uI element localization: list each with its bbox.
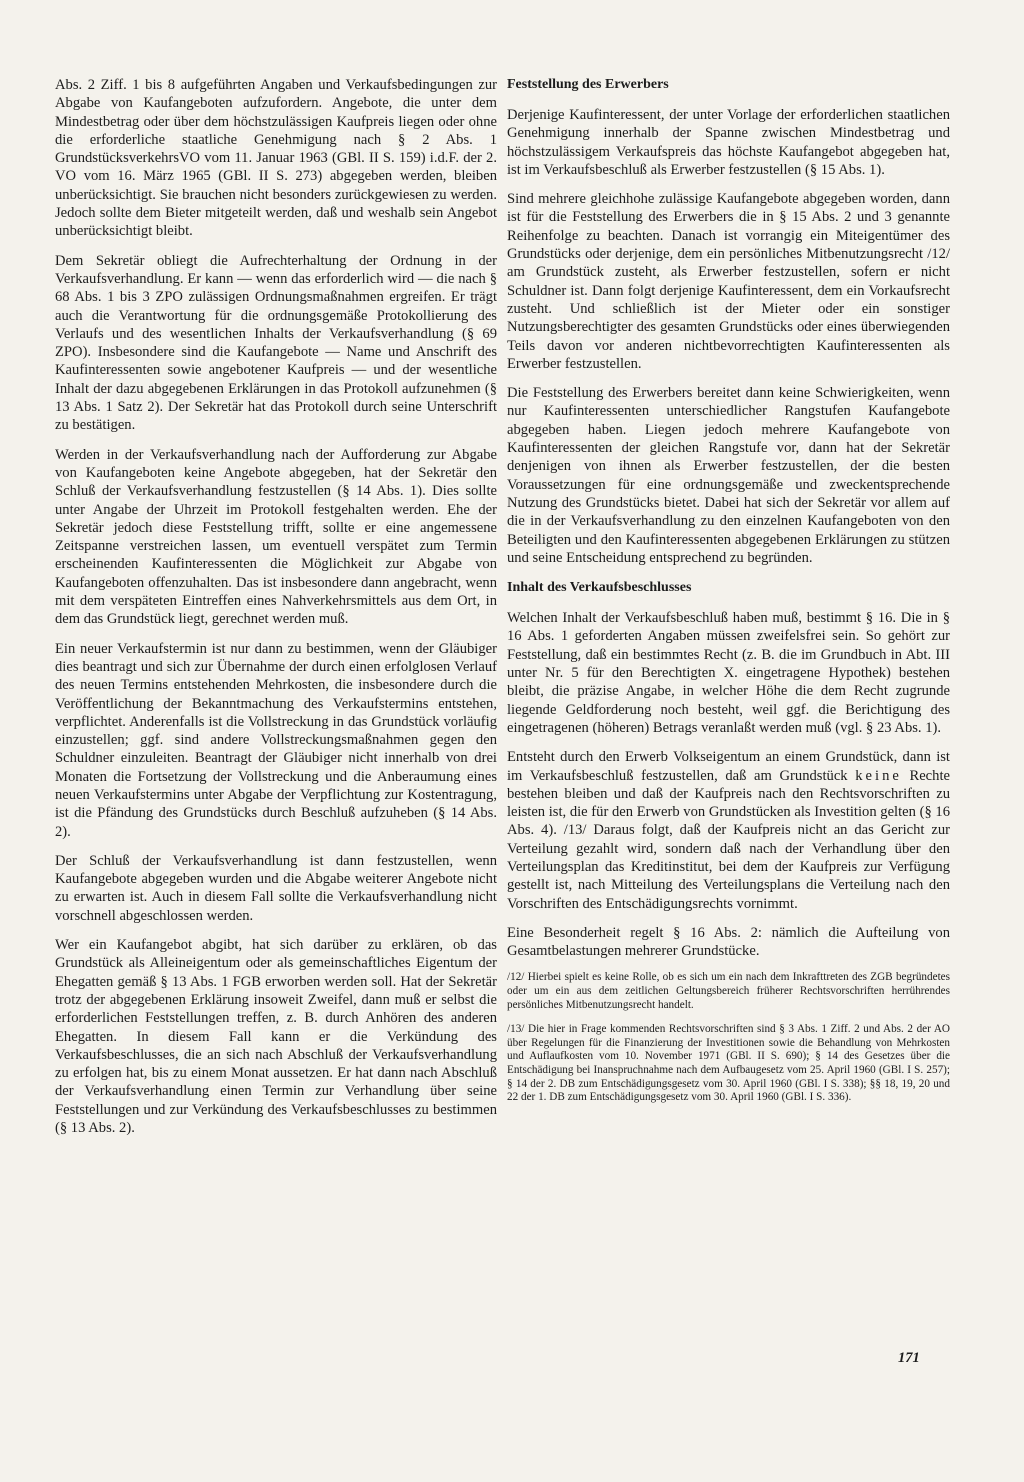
paragraph: Wer ein Kaufangebot abgibt, hat sich darüber zu erklären, ob das Grundstück als Alleineigentum oder als gemeinschaftliches Eigentum der Ehegatten gemäß § 13 Abs. 1 FGB erworben werden soll. Hat der Sekretär trotz der abgegebenen Erklärung insoweit Zweifel, dann muß er selbst die erforderlichen Feststellungen treffen, z. B. durch Anhören des anderen Ehegatten. In diesem Fall kann er die Verkündung des Verkaufsbeschlusses, die an sich nach Abschluß der Verkaufsverhandlung zu erfolgen hat, bis zu einem Monat aussetzen. Er hat dann nach Abschluß der Verkaufsverhandlung einen Termin zur Verhandlung über seine Feststellungen und zur Verkündung des Verkaufsbeschlusses zu bestimmen (§ 13 Abs. 2). (55, 937, 497, 1137)
page-number: 171 (898, 1350, 920, 1366)
paragraph: Werden in der Verkaufsverhandlung nach der Aufforderung zur Abgabe von Kaufangeboten keine Angebote abgegeben, hat der Sekretär den Schluß der Verkaufsverhandlung festzustellen (§ 14 Abs. 1). Dies sollte unter Angabe der Uhrzeit im Protokoll festgehalten werden. Ehe der Sekretär jedoch diese Feststellung trifft, sollte er eine angemessene Zeitspanne verstreichen lassen, um eventuell verspätet zum Termin erscheinenden Kaufinteressenten die Möglichkeit zur Abgabe von Kaufangeboten offenzuhalten. Das ist insbesondere dann angebracht, wenn mit dem verspäteten Eintreffen eines Nahverkehrsmittels aus dem Ort, in dem das Grundstück liegt, gerechnet werden muß. (55, 446, 497, 628)
paragraph: Die Feststellung des Erwerbers bereitet dann keine Schwierigkeiten, wenn nur Kaufinteressenten unterschiedlicher Rangstufen Kaufangebote abgegeben haben. Liegen jedoch mehrere Kaufangebote von Kaufinteressenten der gleichen Rangstufe vor, dann hat der Sekretär denjenigen von ihnen als Erwerber festzustellen, der die besten Voraussetzungen für eine ordnungsgemäße und zweckentsprechende Nutzung des Grundstücks bietet. Dabei hat sich der Sekretär vor allem auf die in der Verkaufsverhandlung zu den einzelnen Kaufangeboten von den Beteiligten und den Kaufinteressenten abgegebenen Erklärungen zu stützen und seine Entscheidung entsprechend zu begründen. (507, 385, 950, 566)
paragraph: Der Schluß der Verkaufsverhandlung ist dann festzustellen, wenn Kaufangebote abgegeben wurden und die Abgabe weiterer Angebote nicht zu erwarten ist. Auch in diesem Fall sollte die Verkaufsverhandlung nicht vorschnell abgeschlossen werden. (55, 852, 497, 924)
paragraph: Abs. 2 Ziff. 1 bis 8 aufgeführten Angaben und Verkaufsbedingungen zur Abgabe von Kaufangeboten aufzufordern. Angebote, die unter dem Mindestbetrag oder über dem höchstzulässigen Kaufpreis liegen oder ohne die erforderliche staatliche Genehmigung nach § 2 Abs. 1 GrundstücksverkehrsVO vom 11. Januar 1963 (GBl. II S. 159) i.d.F. der 2. VO vom 16. März 1965 (GBl. II S. 273) abgegeben werden, bleiben unberücksichtigt. Sie brauchen nicht besonders zurückgewiesen zu werden. Jedoch sollte dem Bieter mitgeteilt werden, daß und weshalb sein Angebot unberücksichtigt bleibt. (55, 77, 497, 240)
paragraph: Sind mehrere gleichhohe zulässige Kaufangebote abgegeben worden, dann ist für die Feststellung des Erwerbers die in § 15 Abs. 2 und 3 genannte Reihenfolge zu beachten. Danach ist vorrangig ein Miteigentümer des Grundstücks oder derjenige, dem ein persönliches Mitbenutzungsrecht /12/ am Grundstück zusteht, als Erwerber festzustellen, sofern er nicht Schuldner ist. Dann folgt derjenige Kaufinteressent, dem ein Vorkaufsrecht zusteht. Und schließlich ist der Mieter oder ein sonstiger Nutzungsberechtigter des gesamten Grundstücks oder eines überwiegenden Teils davon vor anderen nichtbevorrechtigten Kaufinteressenten als Erwerber festzustellen. (507, 191, 950, 372)
paragraph: Ein neuer Verkaufstermin ist nur dann zu bestimmen, wenn der Gläubiger dies beantragt und sich zur Übernahme der durch einen erfolglosen Verlauf des neuen Termins entstehenden Mehrkosten, die insbesondere durch die Veröffentlichung der Bekanntmachung des Verkaufstermins entstehen, verpflichtet. Anderenfalls ist die Vollstreckung in das Grundstück vorläufig einzustellen; ggf. sind andere Vollstreckungsmaßnahmen gegen den Schuldner einzuleiten. Beantragt der Gläubiger nicht innerhalb von drei Monaten die Fortsetzung der Vollstreckung und die Anberaumung eines neuen Verkaufstermins unter Abgabe der Verpflichtung zur Kostentragung, ist die Pfändung des Grundstücks durch Beschluß aufzuheben (§ 14 Abs. 2). (55, 640, 497, 840)
paragraph: Derjenige Kaufinteressent, der unter Vorlage der erforderlichen staatlichen Genehmigung innerhalb der Spanne zwischen Mindestbetrag und höchstzulässigem Verkaufspreis das höchste Kaufangebot abgegeben hat, ist im Verkaufsbeschluß als Erwerber festzustellen (§ 15 Abs. 1). (507, 107, 950, 178)
paragraph: Eine Besonderheit regelt § 16 Abs. 2: nämlich die Aufteilung von Gesamtbelastungen mehrerer Grundstücke. (507, 924, 950, 960)
footnote: /13/ Die hier in Frage kommenden Rechtsvorschriften sind § 3 Abs. 1 Ziff. 2 und Abs. 2 der AO über Regelungen für die Finanzierung der Investitionen sowie die Behandlung von Mehrkosten und Auflaufkosten vom 10. November 1971 (GBl. II S. 690); § 14 des Gesetzes über die Entschädigung bei Inanspruchnahme nach dem Aufbaugesetz vom 25. April 1960 (GBl. I S. 257); § 14 der 2. DB zum Entschädigungsgesetz vom 30. April 1960 (GBl. I S. 338); §§ 18, 19, 20 und 22 der 1. DB zum Entschädigungsgesetz vom 30. April 1960 (GBl. I S. 336). (507, 1023, 950, 1104)
right-column (507, 76, 950, 1116)
text-run: Entsteht durch den Erwerb Volkseigentum an einem Grundstück, dann ist im Verkaufsbeschluß festzustellen, daß am Grundstück (507, 749, 950, 784)
paragraph: Dem Sekretär obliegt die Aufrechterhaltung der Ordnung in der Verkaufsverhandlung. Er kann — wenn das erforderlich wird — die nach § 68 Abs. 1 bis 3 ZPO zulässigen Ordnungsmaßnahmen ergreifen. Er trägt auch die Verantwortung für die ordnungsgemäße Protokollierung des Verlaufs und des wesentlichen Inhalts der Verkaufsverhandlung (§ 69 ZPO). Insbesondere sind die Kaufangebote — Name und Anschrift des Kaufinteressenten sowie angebotener Kaufpreis — und der wesentliche Inhalt der dazu abgegebenen Erklärungen in das Protokoll aufzunehmen (§ 13 Abs. 1 Satz 2). Der Sekretär hat das Protokoll durch seine Unterschrift zu bestätigen. (55, 252, 497, 434)
text-run: Rechte bestehen bleiben und daß der Kaufpreis nach den Rechtsvorschriften zu leisten ist, die für den Erwerb von Grundstücken als Investition gelten (§ 16 Abs. 4). /13/ Daraus folgt, daß der Kaufpreis nicht an das Gericht zur Verteilung gezahlt wird, sondern daß nach der Verhandlung über den Verteilungsplan das Kreditinstitut, bei dem der Kaufpreis zur Verfügung gestellt ist, nach Mitteilung des Verteilungsplans die Verteilung nach den Vorschriften des Entschädigungsrechts vornimmt. (507, 767, 950, 912)
emphasis-spaced: keine (855, 767, 902, 784)
paragraph: Welchen Inhalt der Verkaufsbeschluß haben muß, bestimmt § 16. Die in § 16 Abs. 1 geforderten Angaben müssen zweifelsfrei sein. So gehört zur Feststellung, daß ein bestimmtes Recht (z. B. die im Grundbuch in Abt. III unter Nr. 5 für den Berechtigten X. eingetragene Hypothek) bestehen bleibt, die präzise Angabe, in welcher Höhe die dem Recht zugrunde liegende Geldforderung noch besteht, weil ggf. die Berichtigung des eingetragenen (höheren) Betrags veranlaßt werden muß (vgl. § 23 Abs. 1). (507, 610, 950, 736)
section-heading: Inhalt des Verkaufsbeschlusses (507, 580, 692, 596)
section-heading: Feststellung des Erwerbers (507, 77, 669, 92)
footnote: /12/ Hierbei spielt es keine Rolle, ob es sich um ein nach dem Inkrafttreten des ZGB begründetes oder um ein aus dem zeitlichen Geltungsbereich früherer Rechtsvorschriften herrührendes persönliches Mitbenutzungsrecht handelt. (507, 971, 950, 1011)
left-column (55, 76, 497, 1148)
footnotes (507, 971, 950, 1104)
paragraph (507, 748, 950, 913)
